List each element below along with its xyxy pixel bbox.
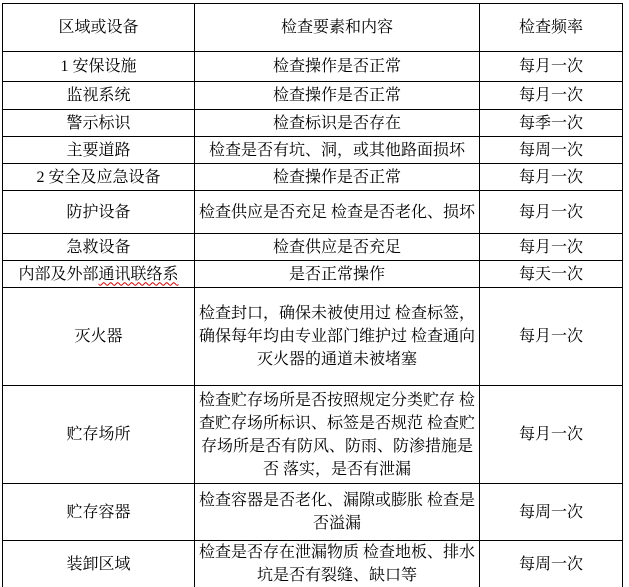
content-cell: 检查是否有坑、洞，或其他路面损坏 (195, 137, 480, 164)
area-cell: 警示标识 (3, 110, 195, 137)
inspection-table (2, 3, 623, 587)
frequency-cell: 每月一次 (480, 82, 623, 110)
content-cell: 检查操作是否正常 (195, 164, 480, 191)
area-cell: 贮存场所 (3, 386, 195, 484)
table-row (3, 164, 623, 191)
area-cell: 2 安全及应急设备 (3, 164, 195, 191)
table-row (3, 191, 623, 234)
content-cell: 检查容器是否老化、漏隙或膨胀 检查是否溢漏 (195, 484, 480, 541)
frequency-cell: 每天一次 (480, 261, 623, 288)
table-row (3, 110, 623, 137)
table-row (3, 261, 623, 288)
table-row (3, 484, 623, 541)
table-row (3, 52, 623, 82)
table-row (3, 137, 623, 164)
area-text: 内部及外部 (18, 265, 99, 283)
content-cell: 检查操作是否正常 (195, 82, 480, 110)
content-cell: 是否正常操作 (195, 261, 480, 288)
frequency-cell: 每周一次 (480, 137, 623, 164)
content-cell: 检查操作是否正常 (195, 52, 480, 82)
frequency-cell: 每月一次 (480, 164, 623, 191)
content-cell: 检查贮存场所是否按照规定分类贮存 检查贮存场所标识、标签是否规范 检查贮存场所是否有防风、防雨、防渗措施是否 落实，是否有泄漏 (195, 386, 480, 484)
column-header-frequency: 检查频率 (480, 4, 623, 52)
frequency-cell: 每周一次 (480, 541, 623, 587)
frequency-cell: 每月一次 (480, 386, 623, 484)
area-cell: 主要道路 (3, 137, 195, 164)
header-row (3, 4, 623, 52)
table-row (3, 234, 623, 261)
content-cell: 检查标识是否存在 (195, 110, 480, 137)
frequency-cell: 每月一次 (480, 52, 623, 82)
table-row (3, 288, 623, 386)
table-row (3, 541, 623, 587)
area-cell: 贮存容器 (3, 484, 195, 541)
area-cell: 装卸区域 (3, 541, 195, 587)
area-cell: 防护设备 (3, 191, 195, 234)
column-header-area: 区域或设备 (3, 4, 195, 52)
area-text-spellcheck: 通讯联络系 (98, 265, 179, 283)
content-cell: 检查是否存在泄漏物质 检查地板、排水坑是否有裂缝、缺口等 (195, 541, 480, 587)
content-cell: 检查封口，确保未被使用过 检查标签，确保每年均由专业部门维护过 检查通向灭火器的通道未被堵塞 (195, 288, 480, 386)
frequency-cell: 每月一次 (480, 234, 623, 261)
frequency-cell: 每周一次 (480, 484, 623, 541)
area-cell: 1 安保设施 (3, 52, 195, 82)
table-row (3, 82, 623, 110)
area-cell: 监视系统 (3, 82, 195, 110)
content-cell: 检查供应是否充足 (195, 234, 480, 261)
column-header-content: 检查要素和内容 (195, 4, 480, 52)
frequency-cell: 每月一次 (480, 191, 623, 234)
frequency-cell: 每月一次 (480, 288, 623, 386)
frequency-cell: 每季一次 (480, 110, 623, 137)
content-cell: 检查供应是否充足 检查是否老化、损坏 (195, 191, 480, 234)
table-row (3, 386, 623, 484)
area-cell (3, 261, 195, 288)
area-cell: 灭火器 (3, 288, 195, 386)
area-cell: 急救设备 (3, 234, 195, 261)
